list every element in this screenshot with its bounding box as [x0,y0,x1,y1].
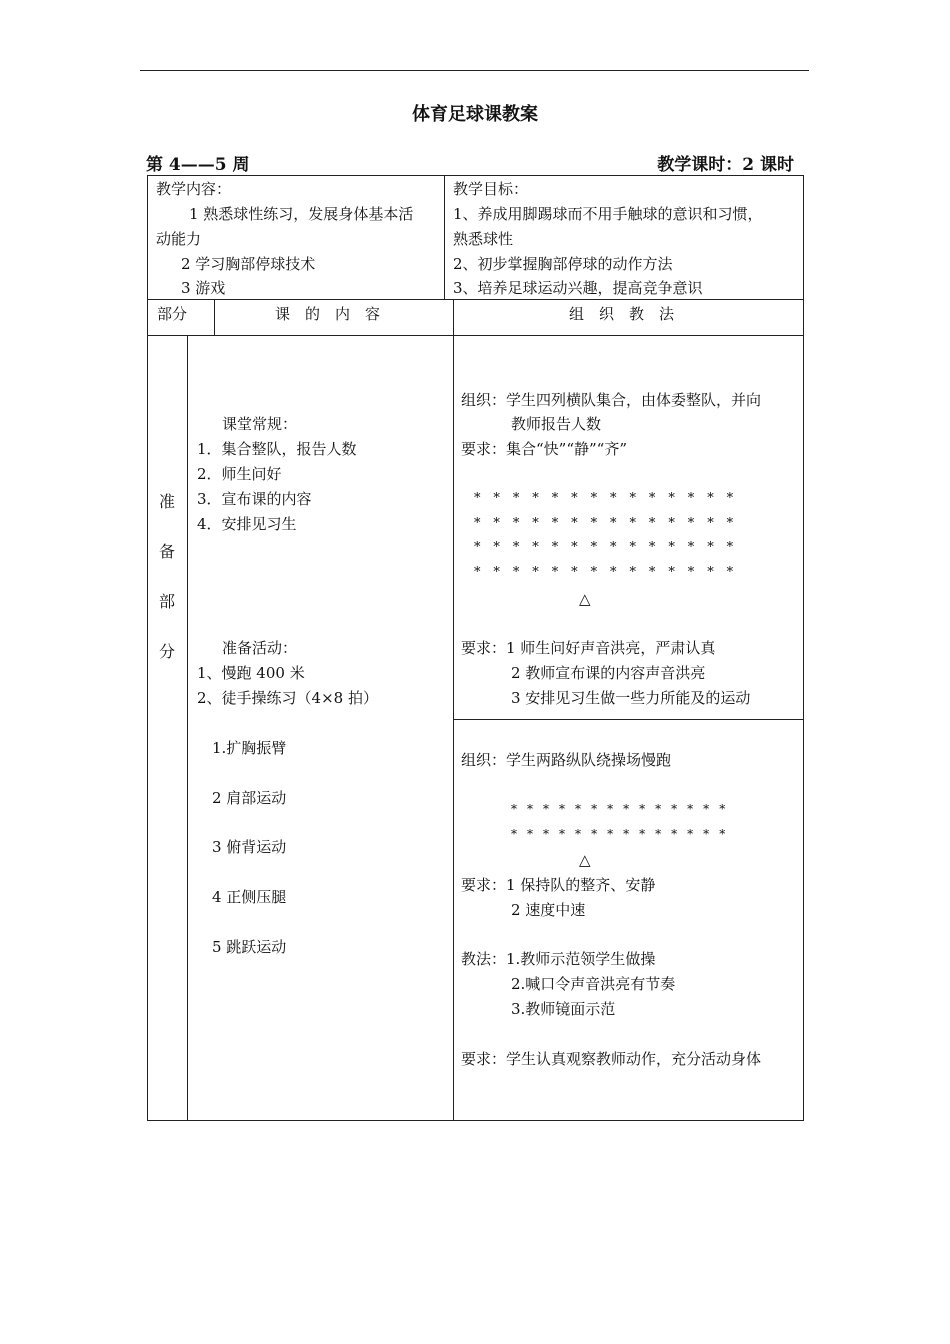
warmup-label: 准备活动： [222,639,298,657]
method1-req: 要求：集合“快”“静”“齐” [461,440,628,458]
method1-req2-c: 3 安排见习生做一些力所能及的运动 [511,689,751,707]
method1-req2-b: 2 教师宣布课的内容声音洪亮 [511,664,706,682]
week-label: 第 4——5 周 [146,155,250,175]
exercise-item: 3 俯背运动 [212,838,287,856]
header-rule [140,70,809,71]
formation-row: * * * * * * * * * * * * * * [474,516,738,531]
section-char-3: 部 [159,592,176,611]
content-item-2: 2 学习胸部停球技术 [181,255,316,273]
method2-teach-b: 2.喊口令声音洪亮有节奏 [511,975,676,993]
method2-teach-a: 教法：1.教师示范领学生做操 [461,950,656,968]
warmup-item: 2、徒手操练习（4×8 拍） [197,689,378,707]
method2-teach-c: 3.教师镜面示范 [511,1000,616,1018]
routine-item: 1．集合整队，报告人数 [197,440,357,458]
objective-1a: 1、养成用脚踢球而不用手触球的意识和习惯， [453,205,763,223]
formation-row: * * * * * * * * * * * * * * [474,491,738,506]
routine-item: 3．宣布课的内容 [197,490,312,508]
method1-org-a: 组织：学生四列横队集合，由体委整队，并向 [461,391,762,409]
method2-req-a: 要求：1 保持队的整齐、安静 [461,876,656,894]
warmup-item: 1、慢跑 400 米 [197,664,305,682]
content-label: 教学内容： [156,180,232,198]
section-char-4: 分 [159,642,176,661]
exercise-item: 1.扩胸振臂 [212,739,287,757]
formation-row: * * * * * * * * * * * * * * [474,540,738,555]
method2-req-final: 要求：学生认真观察教师动作，充分活动身体 [461,1050,762,1068]
section-char-2: 备 [159,542,176,561]
header-method: 组 织 教 法 [569,305,675,323]
objectives-label: 教学目标： [453,180,529,198]
objective-2: 2、初步掌握胸部停球的动作方法 [453,255,673,273]
objective-1b: 熟悉球性 [453,230,514,248]
teacher-triangle-icon: △ [579,590,591,608]
teacher-triangle-icon: △ [579,851,591,869]
exercise-item: 5 跳跃运动 [212,938,287,956]
exercise-item: 2 肩部运动 [212,789,287,807]
formation-row: * * * * * * * * * * * * * * [511,827,729,841]
routine-label: 课堂常规： [222,415,298,433]
content-item-1b: 动能力 [156,230,202,248]
content-item-1a: 1 熟悉球性练习，发展身体基本活 [189,205,414,223]
lesson-hours: 教学课时：2 课时 [657,155,794,175]
method1-req2-a: 要求：1 师生问好声音洪亮，严肃认真 [461,639,716,657]
method2-org: 组织：学生两路纵队绕操场慢跑 [461,751,672,769]
routine-item: 2．师生问好 [197,465,282,483]
method1-org-b: 教师报告人数 [511,415,602,433]
content-item-3: 3 游戏 [181,279,226,297]
method2-req-b: 2 速度中速 [511,901,586,919]
header-part: 部分 [157,305,188,323]
routine-item: 4．安排见习生 [197,515,297,533]
formation-row: * * * * * * * * * * * * * * [474,565,738,580]
formation-row: * * * * * * * * * * * * * * [511,802,729,816]
header-content: 课 的 内 容 [275,305,381,323]
document-title: 体育足球课教案 [412,104,538,125]
exercise-item: 4 正侧压腿 [212,888,287,906]
section-char-1: 准 [159,492,176,511]
objective-3: 3、培养足球运动兴趣，提高竞争意识 [453,279,703,297]
